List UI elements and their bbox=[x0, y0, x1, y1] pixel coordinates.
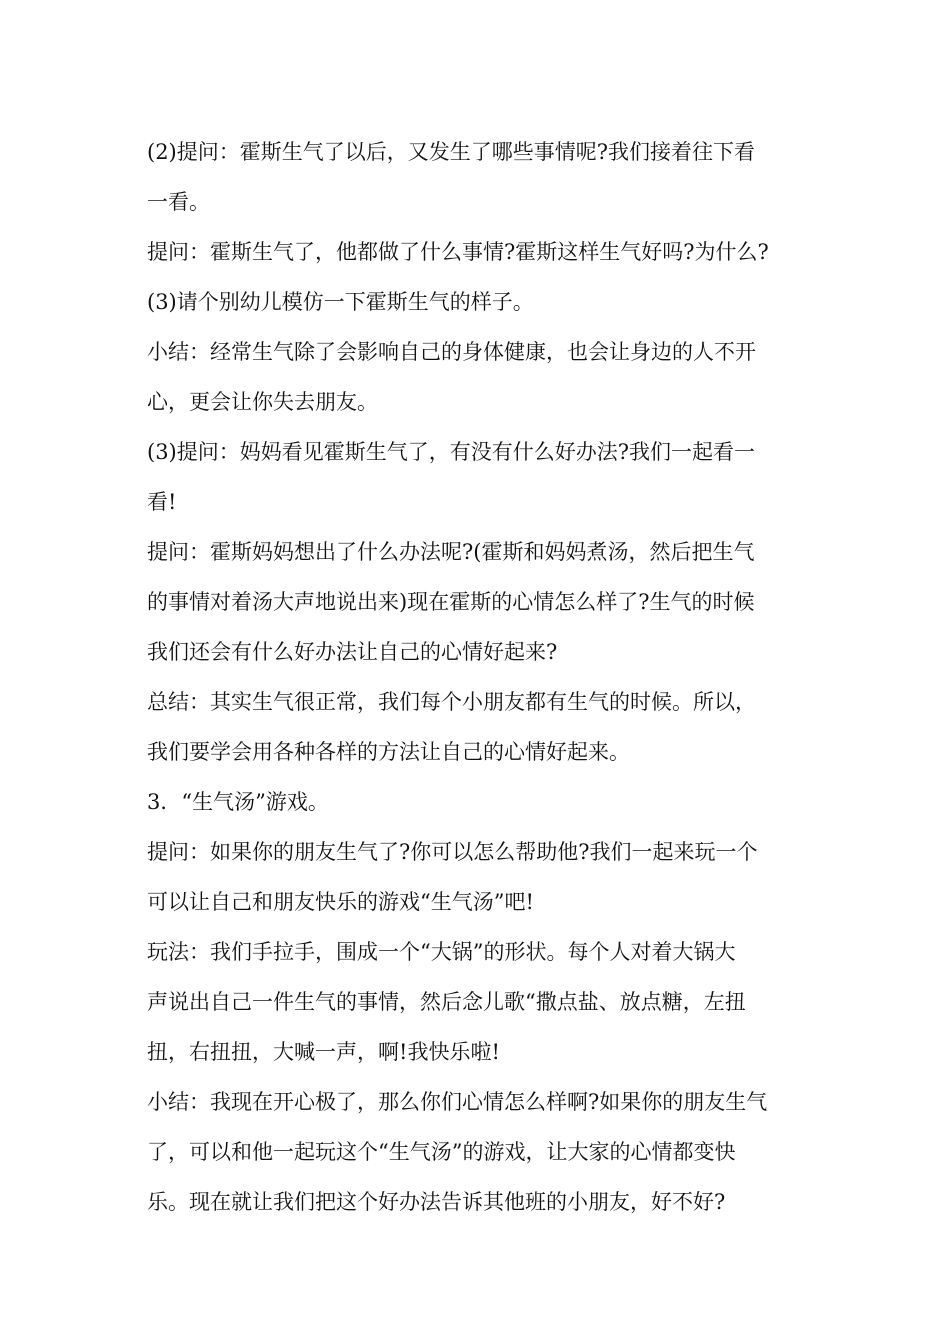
text-line: 扭，右扭扭，大喊一声，啊!我快乐啦! bbox=[147, 1040, 500, 1064]
text-line: 乐。现在就让我们把这个好办法告诉其他班的小朋友，好不好? bbox=[147, 1190, 726, 1214]
text-line: 提问：霍斯生气了，他都做了什么事情?霍斯这样生气好吗?为什么? bbox=[147, 240, 769, 264]
text-line: (2)提问：霍斯生气了以后，又发生了哪些事情呢?我们接着往下看 bbox=[147, 140, 756, 164]
text-line: (3)请个别幼儿模仿一下霍斯生气的样子。 bbox=[147, 290, 534, 314]
text-line: 3．“生气汤”游戏。 bbox=[147, 790, 329, 814]
text-line: 小结：我现在开心极了，那么你们心情怎么样啊?如果你的朋友生气 bbox=[147, 1090, 768, 1114]
text-line: 声说出自己一件生气的事情，然后念儿歌“撒点盐、放点糖，左扭 bbox=[147, 990, 746, 1014]
text-line: 我们要学会用各种各样的方法让自己的心情好起来。 bbox=[147, 740, 630, 764]
text-line: 可以让自己和朋友快乐的游戏“生气汤”吧! bbox=[147, 890, 534, 914]
text-line: 心，更会让你失去朋友。 bbox=[147, 390, 378, 414]
text-line: 玩法：我们手拉手，围成一个“大锅”的形状。每个人对着大锅大 bbox=[147, 940, 736, 964]
text-line: 小结：经常生气除了会影响自己的身体健康，也会让身边的人不开 bbox=[147, 340, 756, 364]
text-line: (3)提问：妈妈看见霍斯生气了，有没有什么好办法?我们一起看一 bbox=[147, 440, 756, 464]
text-line: 了，可以和他一起玩这个“生气汤”的游戏，让大家的心情都变快 bbox=[147, 1140, 736, 1164]
text-line: 提问：霍斯妈妈想出了什么办法呢?(霍斯和妈妈煮汤，然后把生气 bbox=[147, 540, 755, 564]
text-line: 总结：其实生气很正常，我们每个小朋友都有生气的时候。所以， bbox=[147, 690, 756, 714]
text-line: 的事情对着汤大声地说出来)现在霍斯的心情怎么样了?生气的时候 bbox=[147, 590, 755, 614]
text-line: 提问：如果你的朋友生气了?你可以怎么帮助他?我们一起来玩一个 bbox=[147, 840, 758, 864]
text-line: 看! bbox=[147, 490, 177, 514]
text-line: 一看。 bbox=[147, 190, 210, 214]
text-line: 我们还会有什么好办法让自己的心情好起来? bbox=[147, 640, 558, 664]
